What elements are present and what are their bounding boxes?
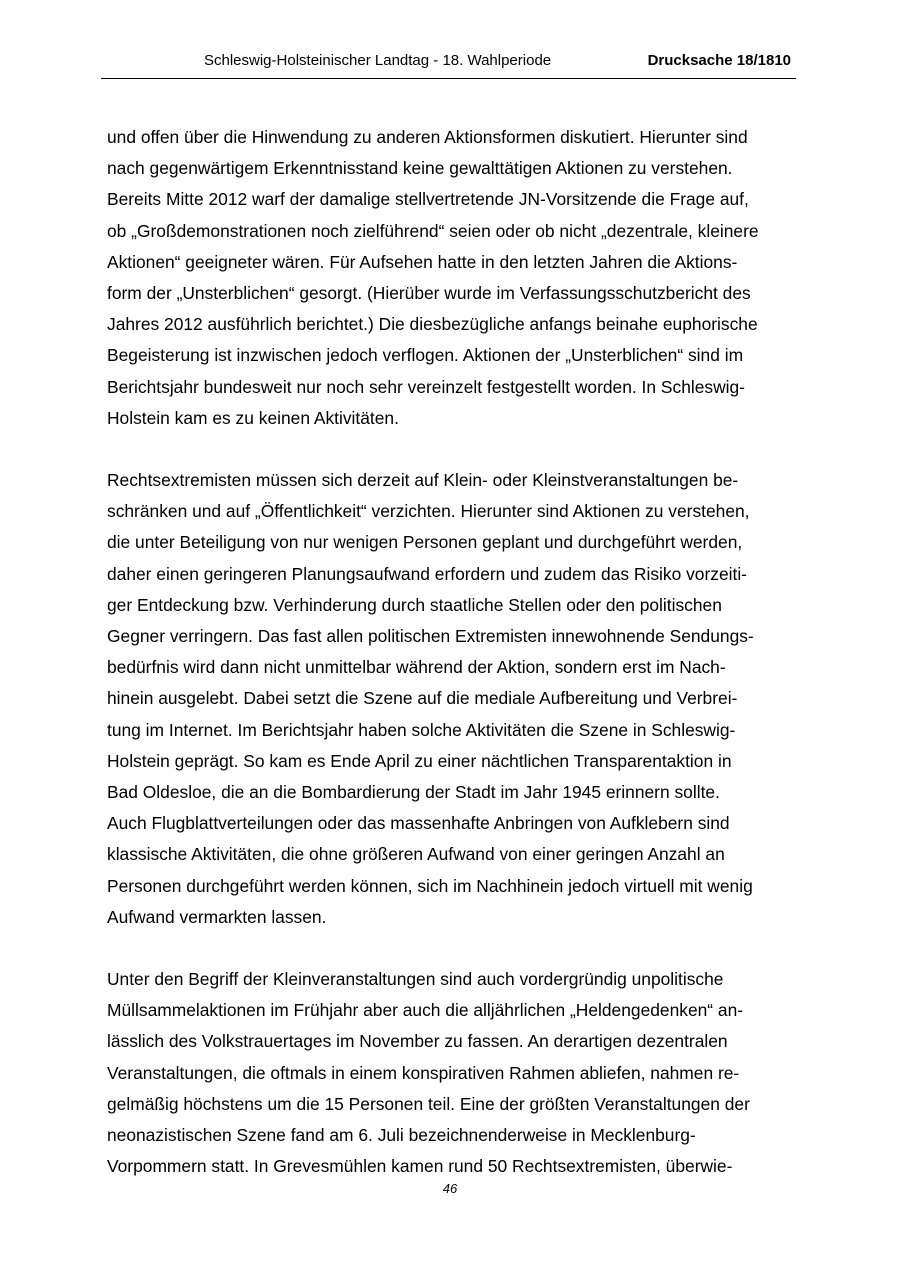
header-title: Schleswig-Holsteinischer Landtag - 18. Wahlperiode: [204, 52, 552, 69]
paragraph-gap: [107, 933, 795, 964]
text-line: tung im Internet. Im Berichtsjahr haben solche Aktivitäten die Szene in Schleswig-: [107, 719, 736, 740]
text-line: form der „Unsterblichen“ gesorgt. (Hierüber wurde im Verfassungsschutzbericht des: [107, 282, 751, 303]
paragraph-gap: [107, 434, 795, 465]
text-line: bedürfnis wird dann nicht unmittelbar während der Aktion, sondern erst im Nach-: [107, 657, 726, 678]
text-line: lässlich des Volkstrauertages im November zu fassen. An derartigen dezentralen: [107, 1031, 728, 1052]
text-line: Müllsammelaktionen im Frühjahr aber auch die alljährlichen „Heldengedenken“ an-: [107, 1000, 744, 1021]
text-line: Gegner verringern. Das fast allen politischen Extremisten innewohnende Sendungs-: [107, 626, 754, 646]
text-line: gelmäßig höchstens um die 15 Personen teil. Eine der größten Veranstaltungen der: [107, 1093, 750, 1114]
text-line: Holstein kam es zu keinen Aktivitäten.: [107, 407, 399, 428]
text-line: Auch Flugblattverteilungen oder das massenhafte Anbringen von Aufklebern sind: [107, 813, 730, 834]
text-line: Vorpommern statt. In Grevesmühlen kamen rund 50 Rechtsextremisten, überwie-: [107, 1156, 733, 1177]
text-line: schränken und auf „Öffentlichkeit“ verzichten. Hierunter sind Aktionen zu verstehen,: [107, 501, 750, 522]
text-line: Unter den Begriff der Kleinveranstaltungen sind auch vordergründig unpolitische: [107, 969, 724, 990]
page-header: [101, 52, 796, 79]
paragraph: [107, 122, 795, 434]
text-line: Rechtsextremisten müssen sich derzeit auf Klein- oder Kleinstveranstaltungen be-: [107, 470, 739, 491]
text-line: Personen durchgeführt werden können, sich im Nachhinein jedoch virtuell mit wenig: [107, 875, 753, 896]
text-line: daher einen geringeren Planungsaufwand erfordern und zudem das Risiko vorzeiti-: [107, 563, 747, 584]
document-number: Drucksache 18/1810: [647, 52, 791, 69]
text-line: die unter Beteiligung von nur wenigen Personen geplant und durchgeführt werden,: [107, 532, 743, 553]
text-line: Jahres 2012 ausführlich berichtet.) Die diesbezügliche anfangs beinahe euphorische: [107, 314, 758, 335]
text-line: neonazistischen Szene fand am 6. Juli bezeichnenderweise in Mecklenburg-: [107, 1125, 696, 1145]
text-line: und offen über die Hinwendung zu anderen Aktionsformen diskutiert. Hierunter sind: [107, 127, 748, 147]
text-line: nach gegenwärtigem Erkenntnisstand keine gewalttätigen Aktionen zu verstehen.: [107, 158, 733, 179]
text-line: Aktionen“ geeigneter wären. Für Aufsehen hatte in den letzten Jahren die Aktions-: [107, 251, 738, 272]
paragraph: [107, 964, 795, 1182]
text-line: ob „Großdemonstrationen noch zielführend“ seien oder ob nicht „dezentrale, kleinere: [107, 220, 759, 241]
text-line: Begeisterung ist inzwischen jedoch verflogen. Aktionen der „Unsterblichen“ sind im: [107, 345, 744, 366]
text-line: Veranstaltungen, die oftmals in einem konspirativen Rahmen abliefen, nahmen re-: [107, 1062, 740, 1083]
text-line: hinein ausgelebt. Dabei setzt die Szene auf die mediale Aufbereitung und Verbrei-: [107, 688, 738, 709]
text-line: klassische Aktivitäten, die ohne größeren Aufwand von einer geringen Anzahl an: [107, 844, 725, 865]
document-body: [107, 122, 795, 1182]
text-line: Aufwand vermarkten lassen.: [107, 906, 327, 927]
text-line: Bereits Mitte 2012 warf der damalige stellvertretende JN-Vorsitzende die Frage auf,: [107, 189, 749, 210]
page-number: 46: [442, 1181, 458, 1196]
text-line: Berichtsjahr bundesweit nur noch sehr vereinzelt festgestellt worden. In Schleswig-: [107, 376, 745, 397]
text-line: ger Entdeckung bzw. Verhinderung durch staatliche Stellen oder den politischen: [107, 594, 722, 615]
text-line: Holstein geprägt. So kam es Ende April zu einer nächtlichen Transparentaktion in: [107, 750, 732, 771]
paragraph: [107, 465, 795, 933]
text-line: Bad Oldesloe, die an die Bombardierung der Stadt im Jahr 1945 erinnern sollte.: [107, 781, 720, 802]
